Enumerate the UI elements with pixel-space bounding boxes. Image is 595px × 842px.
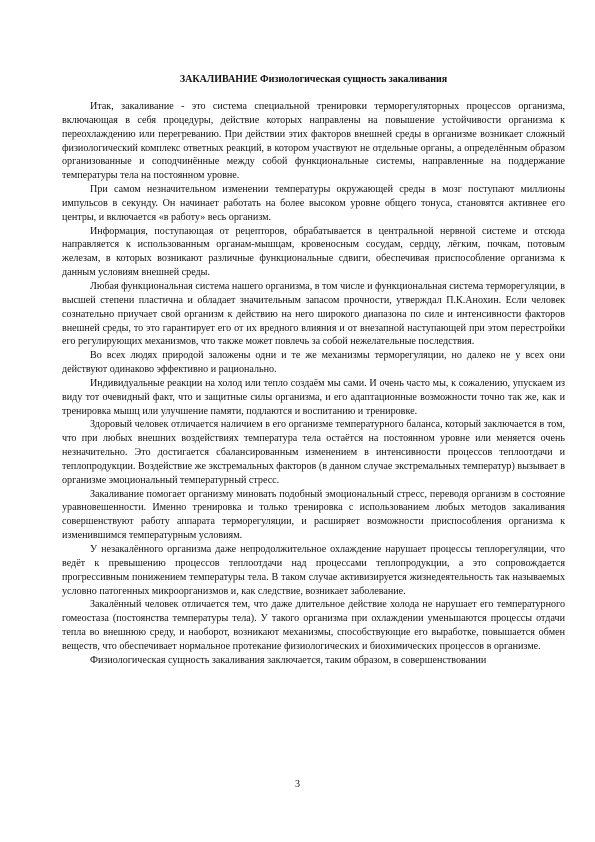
paragraph: Индивидуальные реакции на холод или тепло создаём мы сами. И очень часто мы, к сожалению, упускаем из виду тот очевидный факт, что и защитные силы организма, и его адаптационные возможности точно так же, как и тренировка мышц или улучшение памяти, подлаются и воспитанию и тренировке. [62,377,565,417]
paragraph: Любая функциональная система нашего организма, в том числе и функциональная система терморегуляции, в высшей степени пластична и обладает значительным запасом прочности, утверждал П.К.Анохин. Если человек сознательно приучает свой организм к действию на него широкого диапазона по силе и интенсивности факторов внешней среды, то это гарантирует его от их вредного влияния и от внезапной наступающей при этом перестройки его регулирующих механизмов, что также может повлечь за собой нежелательные последствия. [62,280,565,348]
paragraph: При самом незначительном изменении температуры окружающей среды в мозг поступают миллионы импульсов в секунду. Он начинает работать на более высоком уровне общего тонуса, становятся активнее его центры, и включается «в работу» весь организм. [62,184,565,223]
paragraph: Закалённый человек отличается тем, что даже длительное действие холода не нарушает его температурного гомеостаза (постоянства температуры тела). У такого организма при охлаждении уменьшаются процессы отдачи тепла во внешнюю среду, и наоборот, возникают механизмы, способствующие его выработке, повышается обмен веществ, что обеспечивает нормальное протекание физиологических и биохимических процессов в организме. [62,599,565,652]
paragraph: Закаливание помогает организму миновать подобный эмоциональный стресс, переводя организм в состояние уравновешенности. Именно тренировка и только тренировка с использованием любых методов закаливания совершенствуют работу аппарата терморегуляции, и расширяет возможности приспособления организма к изменившимся температурным условиям. [62,488,565,542]
paragraph: Здоровый человек отличается наличием в его организме температурного баланса, который заключается в том, что при любых внешних воздействиях температура тела остаётся на постоянном уровне или меняется очень незначительно. Это достигается сбалансированным изменением в интенсивности процессов теплоотдачи и теплопродукции. Воздействие же экстремальных факторов (в данном случае экстремальных температур) вызывает в организме эмоциональный температурный стресс. [62,419,565,486]
document-body [62,100,565,668]
paragraph: Итак, закаливание - это система специальной тренировки терморегуляторных процессов организма, включающая в себя процедуры, действие которых направлены на повышение устойчивости организма к переохлаждению или перегреванию. При действии этих факторов внешней среды в организме возникает сложный физиологический комплекс ответных реакций, в котором участвуют не отдельные органы, а определённым образом организованные и соподчинённые между собой функциональные системы, направленные на поддержание температуры тела на постоянном уровне. [62,101,565,182]
document-title: ЗАКАЛИВАНИЕ Физиологическая сущность закаливания [179,74,448,85]
paragraph: Во всех людях природой заложены одни и те же механизмы терморегуляции, но далеко не у всех они действуют одинаково эффективно и рационально. [62,350,565,376]
paragraph: Информация, поступающая от рецепторов, обрабатывается в центральной нервной системе и отсюда направляется к использованным органам-мышцам, кровеносным сосудам, сердцу, лёгким, почкам, потовым железам, в которых возникают различные функциональные сдвиги, обеспечивая приспособление организма к данным условиям внешней среды. [62,225,565,279]
paragraph: Физиологическая сущность закаливания заключается, таким образом, в совершенствовании [90,654,487,666]
page-number: 3 [295,779,300,790]
paragraph: У незакалённого организма даже непродолжительное охлаждение нарушает процессы теплорегуляции, что ведёт к превышению процессов теплоотдачи над процессами теплопродукции, а это сопровождается прогрессивным понижением температуры тела. В таком случае активизируется жизнедеятельность так называемых условно патогенных микроорганизмов и, как следствие, возникает заболевание. [62,544,565,597]
